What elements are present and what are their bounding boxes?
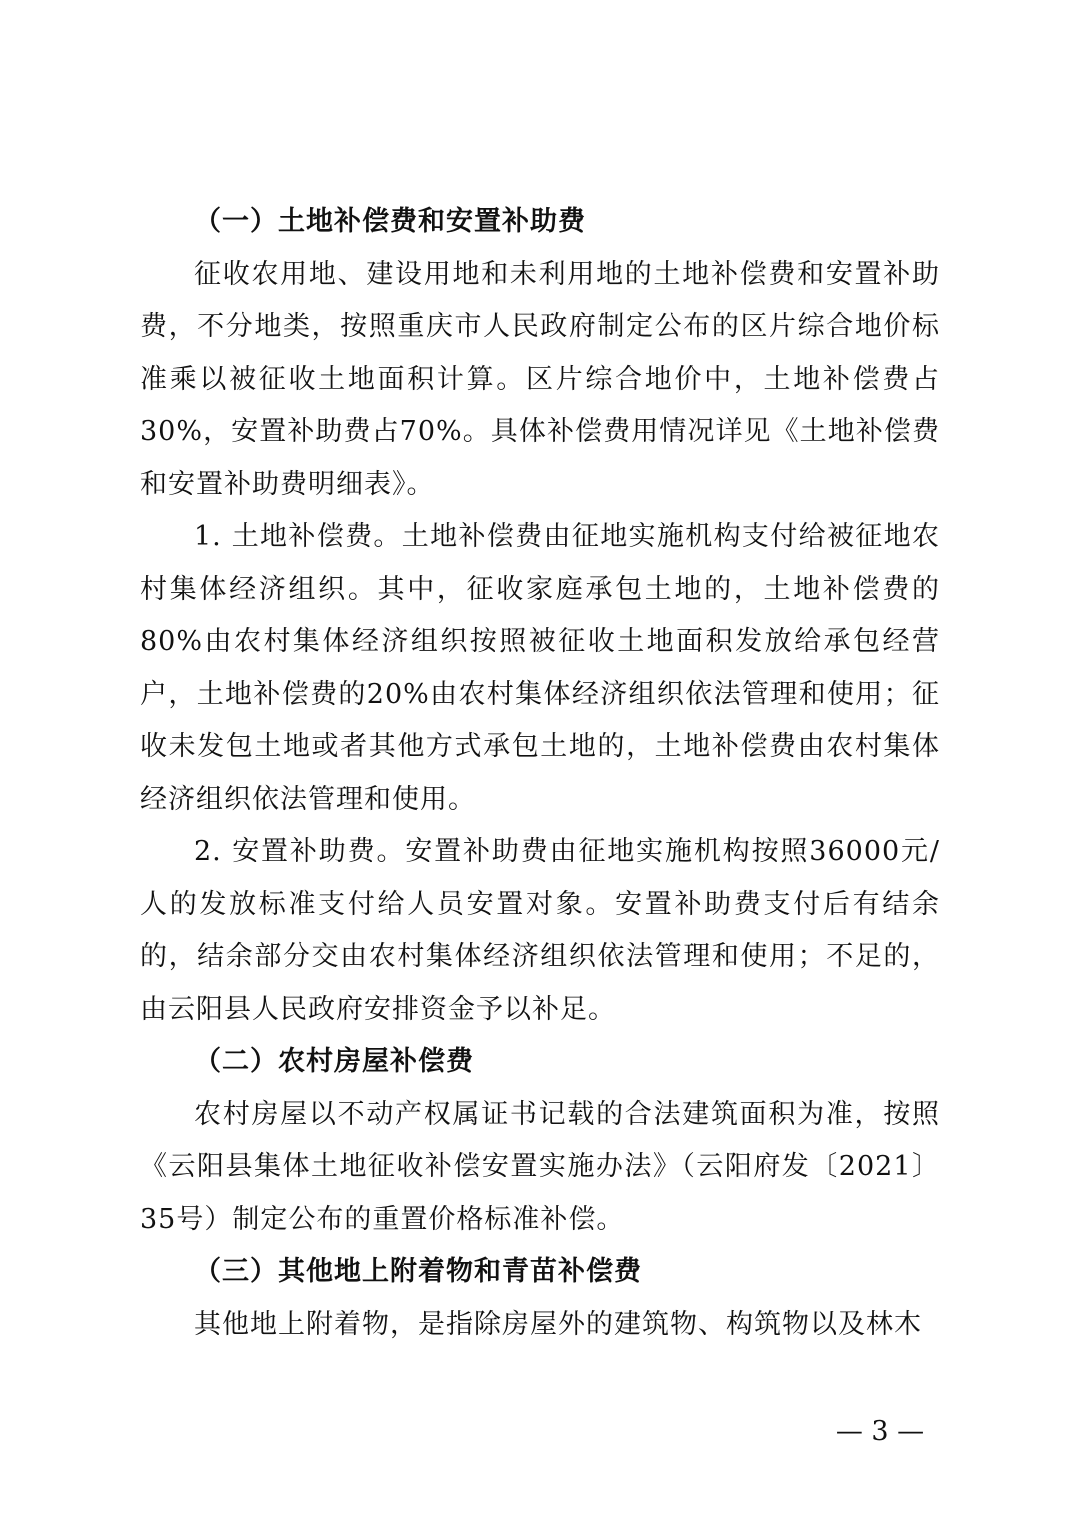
page-number: — 3 — — [835, 1416, 925, 1447]
section-heading-attachments-crops: （三）其他地上附着物和青苗补偿费 — [194, 1256, 642, 1287]
paragraph-rural-housing: 农村房屋以不动产权属证书记载的合法建筑面积为准，按照《云阳县集体土地征收补偿安置实施办法》（云阳府发〔2021〕35号）制定公布的重置价格标准补偿。 — [140, 1098, 940, 1235]
section-heading-rural-housing: （二）农村房屋补偿费 — [194, 1046, 474, 1077]
paragraph-attachments: 其他地上附着物，是指除房屋外的建筑物、构筑物以及林木 — [194, 1308, 922, 1340]
paragraph-resettlement-subsidy: 2. 安置补助费。安置补助费由征地实施机构按照36000元/人的发放标准支付给人员安置对象。安置补助费支付后有结余的，结余部分交由农村集体经济组织依法管理和使用；不足的，由云阳县人民政府安排资金予以补足。 — [140, 836, 940, 1025]
section-heading-land-compensation: （一）土地补偿费和安置补助费 — [194, 206, 586, 237]
paragraph-land-compensation-fee: 1. 土地补偿费。土地补偿费由征地实施机构支付给被征地农村集体经济组织。其中，征收家庭承包土地的，土地补偿费的80%由农村集体经济组织按照被征收土地面积发放给承包经营户，土地补偿费的20%由农村集体经济组织依法管理和使用；征收未发包土地或者其他方式承包土地的，土地补偿费由农村集体经济组织依法管理和使用。 — [140, 521, 940, 815]
paragraph-land-compensation-overview: 征收农用地、建设用地和未利用地的土地补偿费和安置补助费，不分地类，按照重庆市人民政府制定公布的区片综合地价标准乘以被征收土地面积计算。区片综合地价中，土地补偿费占30%，安置补助费占70%。具体补偿费用情况详见《土地补偿费和安置补助费明细表》。 — [140, 258, 940, 500]
document-body — [140, 196, 940, 1351]
